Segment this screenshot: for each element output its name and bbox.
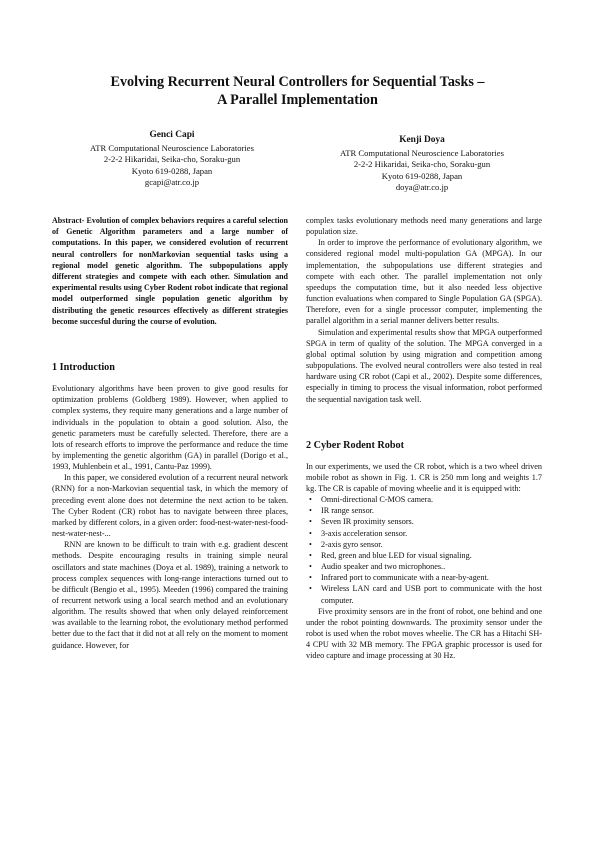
bullet-icon: • [309, 506, 312, 516]
bullet-icon: • [309, 517, 312, 527]
right-column [306, 215, 542, 661]
list-item [306, 561, 542, 572]
author-email: gcapi@atr.co.jp [144, 177, 200, 188]
section-heading-cyber-rodent: 2 Cyber Rodent Robot [306, 439, 405, 451]
list-item-text: Omni-directional C-MOS camera. [321, 495, 434, 505]
list-item [306, 550, 542, 561]
bullet-icon: • [309, 528, 312, 538]
author-address-line: Kyoto 619-0288, Japan [131, 165, 213, 176]
list-item [306, 583, 542, 605]
author-name: Genci Capi [149, 130, 195, 140]
list-item [306, 505, 542, 516]
sensor-list [306, 494, 542, 606]
title-line-2: A Parallel Implementation [217, 92, 378, 108]
section-heading-introduction: 1 Introduction [52, 362, 115, 374]
list-item-text: IR range sensor. [321, 506, 374, 516]
bullet-icon: • [309, 550, 312, 560]
paragraph: Evolutionary algorithms have been proven to give good results for optimization problems (Goldberg 1989). However, when applied to complex systems, they require many generations and a large number of individuals in the population to obtain a good solution. Also, the genetic parameters must be carefully selected. Therefore, there are a lots of research efforts to improve the performance and reduce the time by implementing the genetic algorithm (GA) in parallel (Dorigo et al., 1993, Muhlenbein et al., 1991, Cantu-Paz 1999). [52, 384, 288, 472]
author-block-doya [297, 135, 547, 194]
list-item [306, 528, 542, 539]
bullet-icon: • [309, 562, 312, 572]
author-address-line: Kyoto 619-0288, Japan [381, 170, 463, 181]
list-item-text: 2-axis gyro sensor. [321, 539, 383, 549]
author-address-line: 2-2-2 Hikaridai, Seika-cho, Soraku-gun [103, 154, 241, 165]
left-column [52, 215, 288, 651]
author-affiliation: ATR Computational Neuroscience Laboratories [90, 142, 254, 153]
abstract: Abstract- Evolution of complex behaviors requires a careful selection of Genetic Algorithm parameters and a large number of computations. In this paper, we considered evolution of recurrent neural controllers for nonMarkovian sequential tasks using a regional model genetic algorithm. The subpopulations apply different strategies and compete with each other. Simulation and experimental results using Cyber Rodent robot indicate that regional model outperformed single population genetic algorithm by distributing the genetic resources effectively as different strategies become succesful during the course of evolution. [52, 216, 288, 326]
bullet-icon: • [309, 584, 312, 594]
paragraph: Five proximity sensors are in the front of robot, one behind and one under the robot pointing downwards. The proximity sensor under the robot is used when the robot moves wheelie. The CR has a Hitachi SH-4 CPU with 32 MB memory. The FPGA graphic processor is used for video capture and image processing at 30 Hz. [306, 606, 542, 661]
bullet-icon: • [309, 573, 312, 583]
list-item [306, 572, 542, 583]
list-item-text: Wireless LAN card and USB port to communicate with the host computer. [321, 584, 542, 605]
list-item-text: Red, green and blue LED for visual signaling. [321, 550, 472, 560]
author-affiliation: ATR Computational Neuroscience Laboratories [340, 147, 504, 158]
paragraph: In our experiments, we used the CR robot, which is a two wheel driven mobile robot as shown in Fig. 1. CR is 250 mm long and weights 1.7 kg. The CR is capable of moving wheelie and it is equipped with: [306, 461, 542, 493]
author-email: doya@atr.co.jp [395, 182, 449, 193]
paper-title [40, 73, 555, 109]
paragraph: complex tasks evolutionary methods need many generations and large population size. [306, 216, 542, 237]
list-item [306, 539, 542, 550]
list-item [306, 494, 542, 505]
author-block-capi [47, 130, 297, 189]
author-name: Kenji Doya [399, 135, 445, 145]
list-item-text: Audio speaker and two microphones.. [321, 562, 446, 572]
paragraph: RNN are known to be difficult to train with e.g. gradient descent methods. Despite encouraging results in training simple neural oscillators and state machines (Doya et al. 1989), training a network to process complex sequences with long-range interactions turned out to be difficult (Bengio et al., 1995). Meeden (1996) compared the training of recurrent network using a local search method and an evolutionary algorithm. The results showed that when only delayed reinforcement was available to the learning robot, the evolutionary method performed better due to the fact that it did not at all rely on the moment to moment guidance. However, for [52, 540, 288, 650]
paragraph: Simulation and experimental results show that MPGA outperformed SPGA in term of quality of the solution. The MPGA converged in a global optimal solution by using migration and competition among subpopulations. The evolved neural controllers were also tested in real hardware using CR robot (Capi et al., 2002). Despite some differences, especially in timing to process the visual information, robot performed the sequential navigation task well. [306, 327, 542, 404]
list-item-text: Infrared port to communicate with a near-by-agent. [321, 573, 489, 583]
title-line-1: Evolving Recurrent Neural Controllers for Sequential Tasks – [110, 74, 485, 90]
list-item [306, 516, 542, 527]
paragraph: In this paper, we considered evolution of a recurrent neural network (RNN) for a non-Markovian sequential task, in which the memory of preceding event alone does not determine the next action to be taken. The Cyber Rodent (CR) robot has to navigate between three places, marked by different colors, in a given order: food-nest-water-nest-food-nest-water-nest-... [52, 473, 288, 539]
paragraph: In order to improve the performance of evolutionary algorithm, we considered regional model multi-population GA (MPGA). In our implementation, the subpopulations use different strategies and compete with each other. The parallel implementation not only speedups the computation time, but it also needed less objective function evaluations when compared to Single Population GA (SPGA). Therefore, even for a single processor computer, implementing the parallel algorithm in a serial manner delivers better results. [306, 238, 542, 326]
bullet-icon: • [309, 539, 312, 549]
list-item-text: Seven IR proximity sensors. [321, 517, 414, 527]
list-item-text: 3-axis acceleration sensor. [321, 528, 408, 538]
bullet-icon: • [309, 495, 312, 505]
author-address-line: 2-2-2 Hikaridai, Seika-cho, Soraku-gun [353, 159, 491, 170]
